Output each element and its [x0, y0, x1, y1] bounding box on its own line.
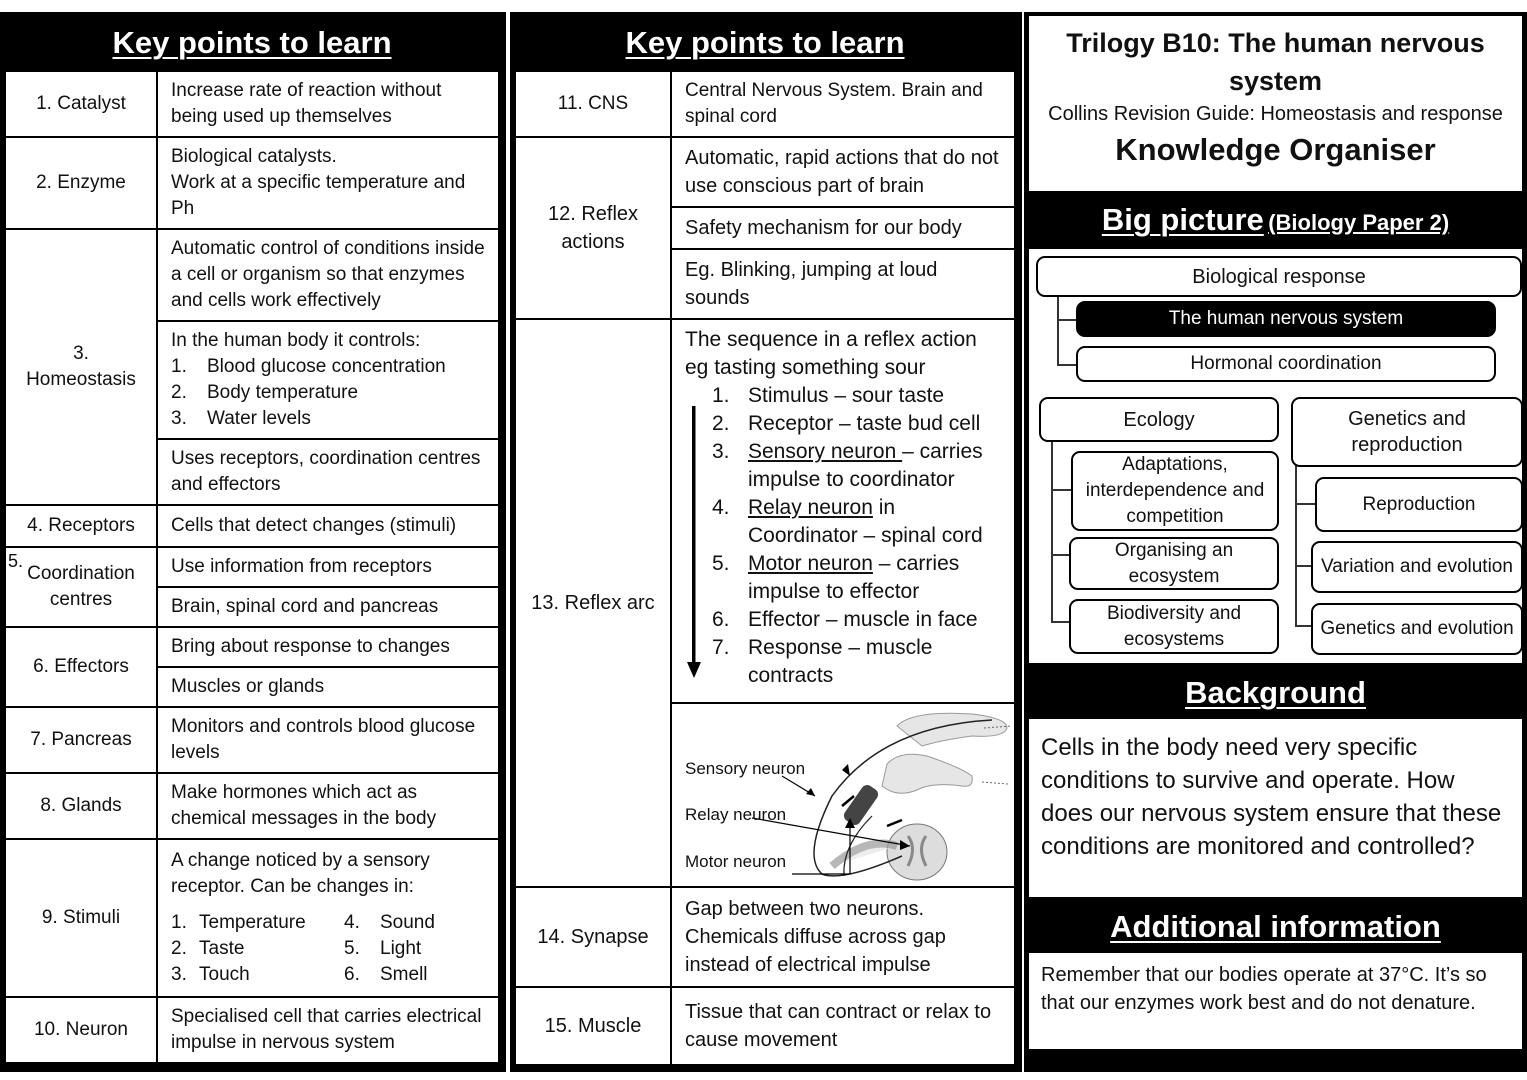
list-number: 4. — [712, 496, 730, 519]
definition: Automatic, rapid actions that do not use conscious part of brain — [671, 137, 1015, 207]
term-catalyst: 1. Catalyst — [5, 71, 157, 137]
list-item-rest: – carries impulse to effector — [748, 552, 960, 603]
list-item: Body temperature — [207, 382, 359, 403]
additional-info-text: Remember that our bodies operate at 37°C. It’s so that our enzymes work best and do not denature. — [1029, 953, 1522, 1049]
additional-info-title: Additional information — [1110, 909, 1441, 944]
list-item: Effector – muscle in face — [748, 608, 978, 631]
term-stimuli: 9. Stimuli — [5, 839, 157, 997]
list-number: 1. — [171, 912, 187, 933]
list-number: 7. — [712, 636, 730, 659]
definition-line: In the human body it controls: — [171, 330, 421, 351]
term-number: 5. — [8, 551, 24, 571]
definition: Bring about response to changes — [157, 627, 499, 667]
definition: Gap between two neurons. Chemicals diffuse across gap instead of electrical impulse — [671, 887, 1015, 987]
big-picture-title: Big picture — [1101, 202, 1264, 237]
definition — [157, 839, 499, 997]
key-points-left-panel — [0, 12, 506, 1072]
term-number: 3. — [73, 343, 89, 364]
node-variation-evolution: Variation and evolution — [1311, 541, 1523, 593]
definition: Safety mechanism for our body — [671, 207, 1015, 249]
table-row — [5, 773, 499, 839]
list-item — [748, 550, 1006, 606]
controls-list — [171, 354, 488, 432]
list-item-rest: in Coordinator – spinal cord — [748, 496, 983, 547]
relay-neuron-label: Relay neuron — [685, 805, 787, 824]
list-item: Blood glucose concentration — [207, 356, 446, 377]
definition — [157, 137, 499, 229]
organiser-heading: Knowledge Organiser — [1115, 132, 1436, 167]
list-number: 1. — [712, 384, 730, 407]
node-organising-ecosystem: Organising an ecosystem — [1069, 537, 1279, 590]
table-row — [515, 887, 1015, 987]
list-item: Light — [380, 938, 422, 959]
list-item: Receptor – taste bud cell — [748, 412, 981, 435]
term-effectors: 6. Effectors — [5, 627, 157, 707]
reflex-arc-sequence — [671, 319, 1015, 703]
sensory-neuron-label: Sensory neuron — [685, 759, 806, 778]
additional-info-heading — [1029, 897, 1522, 953]
definition — [157, 321, 499, 439]
tree-connector — [1051, 554, 1071, 556]
tree-connector — [1057, 364, 1077, 366]
list-number: 6. — [344, 964, 360, 985]
list-item — [748, 494, 1006, 550]
section-heading: Key points to learn — [625, 25, 905, 60]
list-item: Water levels — [207, 408, 311, 429]
underlined-term: Motor neuron — [748, 552, 873, 575]
reflex-arc-steps — [712, 382, 1006, 690]
list-number: 5. — [712, 552, 730, 575]
node-hormonal-coordination: Hormonal coordination — [1076, 346, 1496, 382]
node-ecology: Ecology — [1039, 397, 1279, 442]
big-picture-heading — [1029, 191, 1522, 249]
key-points-table-left — [4, 70, 500, 1064]
definition: Monitors and controls blood glucose levels — [157, 707, 499, 773]
background-title: Background — [1185, 675, 1366, 710]
definition: Uses receptors, coordination centres and effectors — [157, 439, 499, 505]
key-points-table-middle — [514, 70, 1016, 1066]
list-item — [748, 438, 1006, 494]
table-row — [5, 505, 499, 547]
table-row — [515, 71, 1015, 137]
node-reproduction: Reproduction — [1315, 477, 1523, 532]
definition-line: Work at a specific temperature and Ph — [171, 172, 466, 219]
term-receptors: 4. Receptors — [5, 505, 157, 547]
node-genetics-reproduction: Genetics and reproduction — [1291, 397, 1523, 467]
sequence-arrow-icon — [687, 406, 701, 678]
node-biodiversity: Biodiversity and ecosystems — [1069, 599, 1279, 654]
definition-line: A change noticed by a sensory receptor. Can be changes in: — [171, 850, 430, 897]
table-row — [5, 137, 499, 229]
title-box — [1029, 16, 1522, 191]
definition: Central Nervous System. Brain and spinal cord — [671, 71, 1015, 137]
list-number: 2. — [712, 412, 730, 435]
table-row — [5, 71, 499, 137]
node-genetics-evolution: Genetics and evolution — [1311, 603, 1523, 655]
term-glands: 8. Glands — [5, 773, 157, 839]
definition: Increase rate of reaction without being used up themselves — [157, 71, 499, 137]
key-points-middle-panel — [510, 12, 1022, 1072]
list-number: 6. — [712, 608, 730, 631]
table-row — [5, 707, 499, 773]
term-synapse: 14. Synapse — [515, 887, 671, 987]
definition: Cells that detect changes (stimuli) — [157, 505, 499, 547]
section-heading: Key points to learn — [112, 25, 392, 60]
node-human-nervous-system: The human nervous system — [1076, 301, 1496, 337]
list-number: 4. — [344, 912, 360, 933]
tree-connector — [1051, 439, 1053, 623]
background-heading — [1029, 663, 1522, 719]
big-picture-tree — [1029, 249, 1522, 663]
definition: Eg. Blinking, jumping at loud sounds — [671, 249, 1015, 319]
reflex-arc-diagram — [672, 706, 1014, 884]
term-reflex-actions: 12. Reflex actions — [515, 137, 671, 319]
term-enzyme: 2. Enzyme — [5, 137, 157, 229]
definition: Muscles or glands — [157, 667, 499, 707]
definition: Make hormones which act as chemical messages in the body — [157, 773, 499, 839]
table-row — [5, 997, 499, 1063]
tree-connector — [1057, 286, 1059, 366]
table-row — [515, 137, 1015, 207]
definition-line: Biological catalysts. — [171, 146, 337, 167]
term-cns: 11. CNS — [515, 71, 671, 137]
underlined-term: Relay neuron — [748, 496, 873, 519]
term-muscle: 15. Muscle — [515, 987, 671, 1065]
definition: Use information from receptors — [157, 547, 499, 587]
table-row — [515, 319, 1015, 703]
node-adaptations: Adaptations, interdependence and competition — [1071, 451, 1279, 531]
term-neuron: 10. Neuron — [5, 997, 157, 1063]
definition: Tissue that can contract or relax to cause movement — [671, 987, 1015, 1065]
list-number: 1. — [171, 356, 187, 377]
tree-connector — [1051, 621, 1071, 623]
list-item: Touch — [199, 964, 250, 985]
tree-connector — [1051, 489, 1071, 491]
background-text: Cells in the body need very specific conditions to survive and operate. How does our nervous system ensure that these conditions are monitored and controlled? — [1029, 719, 1522, 897]
list-number: 3. — [712, 440, 730, 463]
table-row — [5, 547, 499, 587]
big-picture-paper: (Biology Paper 2) — [1268, 210, 1450, 235]
page-title: Trilogy B10: The human nervous system — [1066, 28, 1485, 96]
list-number: 2. — [171, 938, 187, 959]
list-item: Temperature — [199, 912, 306, 933]
table-row — [515, 987, 1015, 1065]
tree-connector — [1295, 503, 1315, 505]
reflex-arc-intro: The sequence in a reflex action eg tasting something sour — [685, 328, 977, 379]
list-item-rest: – carries impulse to coordinator — [748, 440, 983, 491]
node-biological-response: Biological response — [1036, 256, 1522, 297]
tree-connector — [1295, 465, 1297, 627]
reflex-arc-diagram-cell — [671, 703, 1015, 887]
term-label: Homeostasis — [26, 369, 136, 390]
list-number: 3. — [171, 964, 187, 985]
term-label: Coordination centres — [27, 563, 135, 610]
list-item: Stimulus – sour taste — [748, 384, 945, 407]
overview-panel — [1024, 12, 1527, 1072]
list-number: 5. — [344, 938, 360, 959]
definition: Brain, spinal cord and pancreas — [157, 587, 499, 627]
list-item: Sound — [380, 912, 435, 933]
term-homeostasis — [5, 229, 157, 505]
table-row — [5, 839, 499, 997]
term-pancreas: 7. Pancreas — [5, 707, 157, 773]
definition: Automatic control of conditions inside a cell or organism so that enzymes and cells work effectively — [157, 229, 499, 321]
term-reflex-arc: 13. Reflex arc — [515, 319, 671, 887]
list-number: 2. — [171, 382, 187, 403]
definition: Specialised cell that carries electrical impulse in nervous system — [157, 997, 499, 1063]
tree-connector — [1295, 625, 1311, 627]
tree-connector — [1057, 319, 1077, 321]
term-coordination-centres — [5, 547, 157, 627]
tree-connector — [1295, 565, 1311, 567]
list-number: 3. — [171, 408, 187, 429]
motor-neuron-label: Motor neuron — [685, 852, 787, 871]
page-subtitle: Collins Revision Guide: Homeostasis and response — [1048, 103, 1503, 125]
underlined-term: Sensory neuron — [748, 440, 903, 463]
list-item: Taste — [199, 938, 245, 959]
table-row — [5, 627, 499, 667]
list-item: Response – muscle contracts — [748, 636, 933, 687]
table-row — [5, 229, 499, 321]
stimuli-list — [171, 910, 488, 988]
list-item: Smell — [380, 964, 428, 985]
